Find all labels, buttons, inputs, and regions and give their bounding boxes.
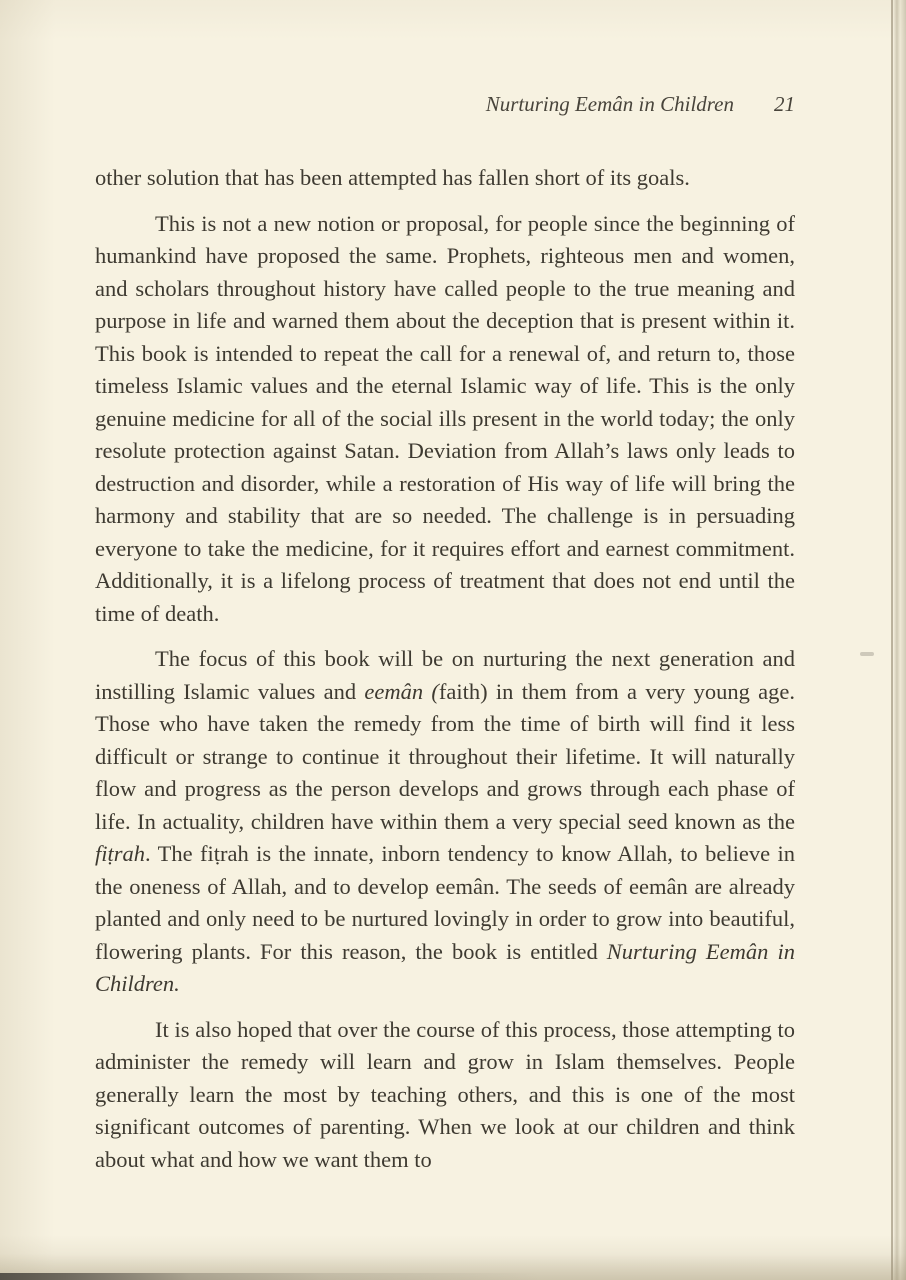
paragraph [95,1014,795,1177]
text-run: This is not a new notion or proposal, for people since the beginning of humankind have proposed the same. Prophets, righteous men and women, and scholars throughout history have called people to the true meaning and purpose in life and warned them about the deception that is present within it. This book is intended to repeat the call for a renewal of, and return to, those timeless Islamic values and the eternal Islamic way of life. This is the only genuine medicine for all of the social ills present in the world today; the only resolute protection against Satan. Deviation from Allah’s laws only leads to destruction and disorder, while a restoration of His way of life will bring the harmony and stability that are so needed. The challenge is in persuading everyone to take the medicine, for it requires effort and earnest commitment. Additionally, it is a lifelong process of treatment that does not end until the time of death. [95,210,795,626]
paragraph [95,208,795,631]
paragraph [95,162,795,195]
text-run: faith) in them from a very young age. Those who have taken the remedy from the time of birth will find it less difficult or strange to continue it throughout their lifetime. It will naturally flow and progress as the person develops and grows through each phase of life. In actuality, children have within them a very special seed known as the [95,678,795,834]
page-number: 21 [774,92,795,116]
italic-text-run: Nurturing Eemân in Children. [95,938,795,996]
text-run: other solution that has been attempted has fallen short of its goals. [95,165,690,190]
page-edge-dark-strip [0,1273,540,1280]
text-run: The focus of this book will be on nurturing the next generation and instilling Islamic values and [95,646,795,704]
italic-text-run: eemân ( [364,678,439,704]
text-run: It is also hoped that over the course of this process, those attempting to administer the remedy will learn and grow in Islam themselves. People generally learn the most by teaching others, and this is one of the most significant outcomes of parenting. When we look at our children and think about what and how we want them to [95,1016,795,1172]
italic-text-run: fiṭrah [95,841,146,866]
page-body [95,162,795,1176]
running-header-title: Nurturing Eemân in Children [485,92,734,116]
text-run: . The fiṭrah is the innate, inborn tendency to know Allah, to believe in the oneness of Allah, and to develop eemân. The seeds of eemân are already planted and only need to be nurtured lovingly in order to grow into beautiful, flowering plants. For this reason, the book is entitled [95,841,795,964]
page-edge-shadow-right [891,0,906,1280]
scan-artifact [860,652,874,656]
running-header [95,92,795,117]
paragraph [95,643,795,1001]
